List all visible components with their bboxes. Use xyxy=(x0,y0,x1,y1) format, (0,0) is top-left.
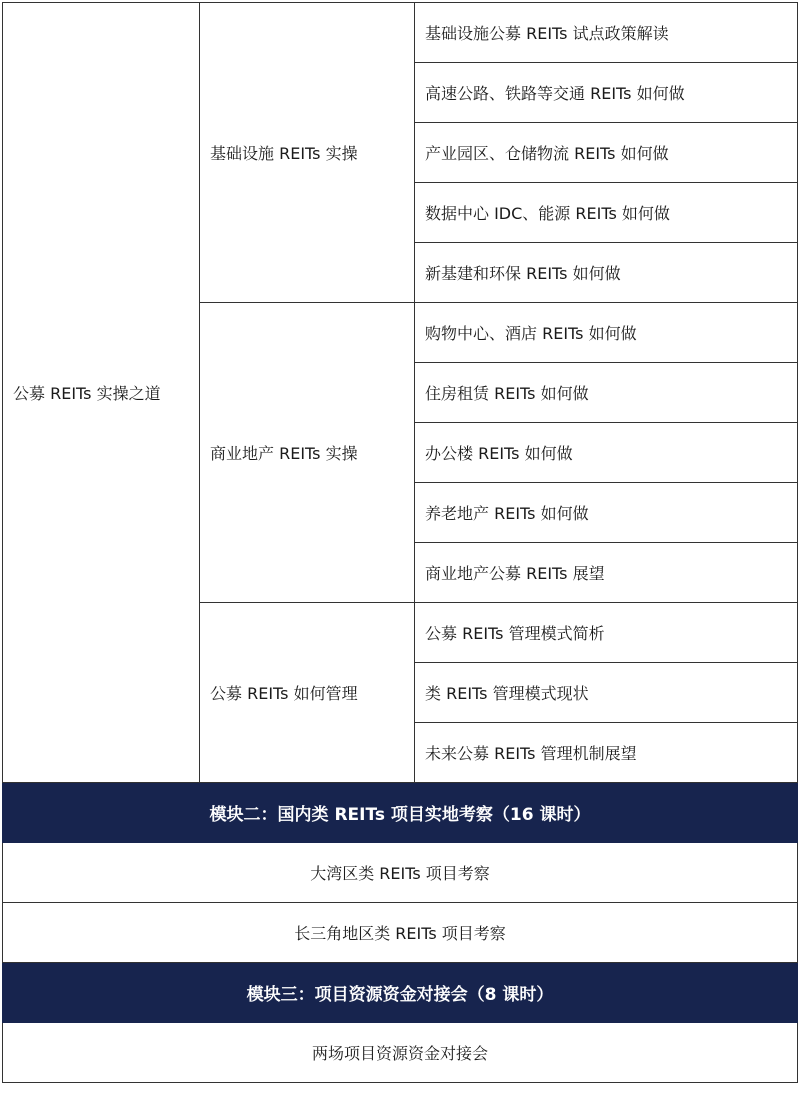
group-title: 基础设施 REITs 实操 xyxy=(200,3,415,303)
table-row xyxy=(3,1023,798,1083)
topic-cell: 未来公募 REITs 管理机制展望 xyxy=(415,723,798,783)
topic-cell: 养老地产 REITs 如何做 xyxy=(415,483,798,543)
section-title: 公募 REITs 实操之道 xyxy=(3,3,200,783)
topic-cell: 基础设施公募 REITs 试点政策解读 xyxy=(415,3,798,63)
topic-cell: 商业地产公募 REITs 展望 xyxy=(415,543,798,603)
topic-cell: 类 REITs 管理模式现状 xyxy=(415,663,798,723)
topic-cell: 大湾区类 REITs 项目考察 xyxy=(3,843,798,903)
topic-cell: 长三角地区类 REITs 项目考察 xyxy=(3,903,798,963)
topic-cell: 两场项目资源资金对接会 xyxy=(3,1023,798,1083)
table-row xyxy=(3,843,798,903)
topic-cell: 数据中心 IDC、能源 REITs 如何做 xyxy=(415,183,798,243)
topic-cell: 公募 REITs 管理模式简析 xyxy=(415,603,798,663)
group-title: 公募 REITs 如何管理 xyxy=(200,603,415,783)
topic-cell: 购物中心、酒店 REITs 如何做 xyxy=(415,303,798,363)
module-3-title: 模块三：项目资源资金对接会（8 课时） xyxy=(3,963,798,1023)
table-row xyxy=(3,3,798,63)
module-header-row xyxy=(3,963,798,1023)
table-row xyxy=(3,903,798,963)
topic-cell: 住房租赁 REITs 如何做 xyxy=(415,363,798,423)
module-header-row xyxy=(3,783,798,843)
topic-cell: 高速公路、铁路等交通 REITs 如何做 xyxy=(415,63,798,123)
topic-cell: 产业园区、仓储物流 REITs 如何做 xyxy=(415,123,798,183)
module-2-title: 模块二：国内类 REITs 项目实地考察（16 课时） xyxy=(3,783,798,843)
topic-cell: 新基建和环保 REITs 如何做 xyxy=(415,243,798,303)
course-table xyxy=(2,2,798,1083)
group-title: 商业地产 REITs 实操 xyxy=(200,303,415,603)
topic-cell: 办公楼 REITs 如何做 xyxy=(415,423,798,483)
